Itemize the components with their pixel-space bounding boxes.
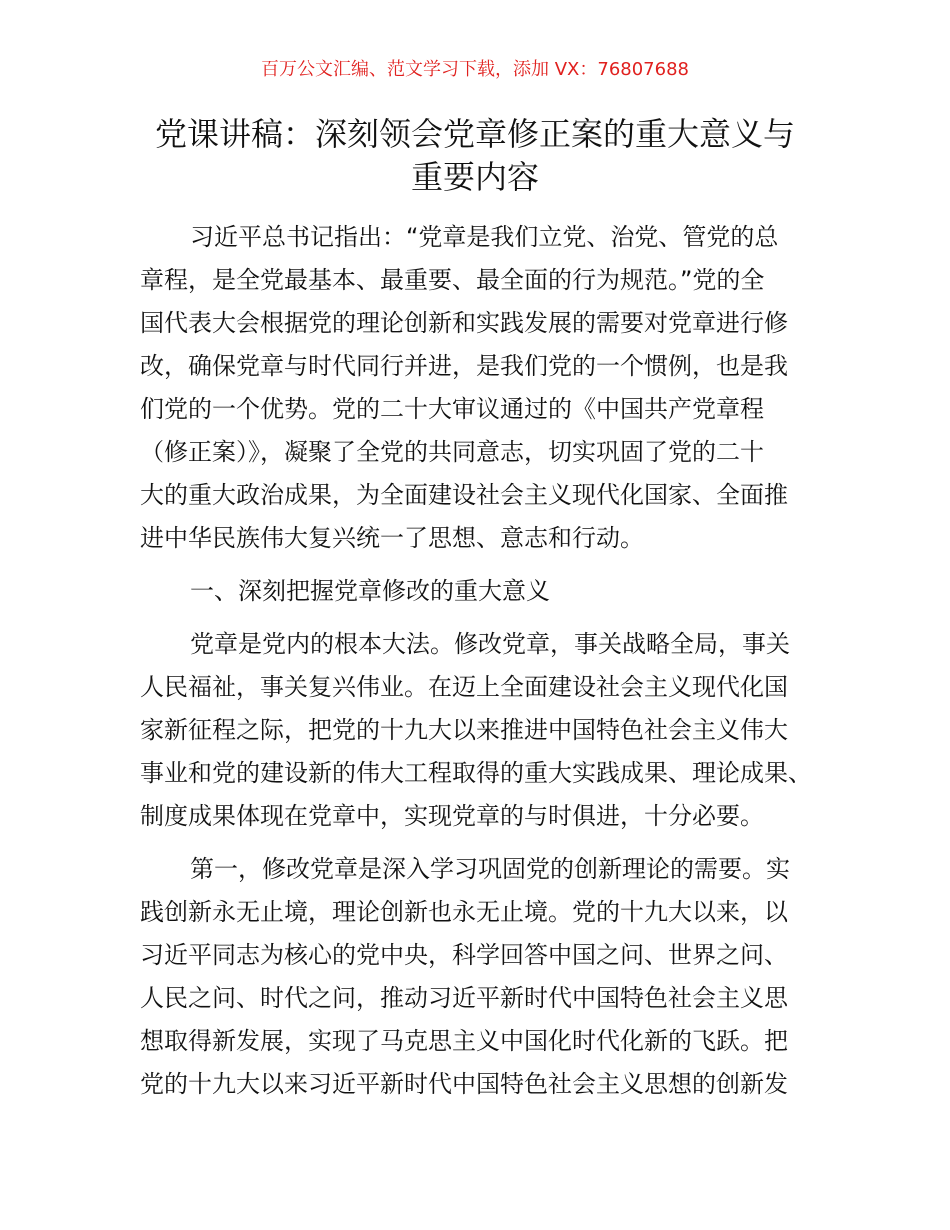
title-line: 党课讲稿：深刻领会党章修正案的重大意义与 (154, 115, 795, 153)
section-heading (140, 570, 840, 613)
text-line: 人民之问、时代之问，推动习近平新时代中国特色社会主义思 (140, 984, 788, 1012)
text-line: 章程，是全党最基本、最重要、最全面的行为规范。”党的全 (140, 266, 765, 294)
title-line: 重要内容 (410, 158, 539, 196)
watermark-header: 百万公文汇编、范文学习下载，添加 VX：76807688 (261, 59, 689, 80)
text-line: 家新征程之际，把党的十九大以来推进中国特色社会主义伟大 (140, 716, 788, 744)
text-line: 习近平总书记指出：“党章是我们立党、治党、管党的总 (190, 223, 779, 251)
paragraph (140, 216, 840, 560)
text-line: 事业和党的建设新的伟大工程取得的重大实践成果、理论成果、 (140, 759, 812, 787)
paragraph (140, 623, 840, 838)
text-line: 践创新永无止境，理论创新也永无止境。党的十九大以来，以 (140, 898, 788, 926)
text-line: 们党的一个优势。党的二十大审议通过的《中国共产党章程 (140, 395, 764, 423)
paragraph (140, 848, 840, 1106)
text-line: 改，确保党章与时代同行并进，是我们党的一个惯例，也是我 (140, 352, 788, 380)
text-line: 习近平同志为核心的党中央，科学回答中国之问、世界之问、 (140, 941, 788, 969)
document-body (140, 216, 840, 1116)
text-line: 制度成果体现在党章中，实现党章的与时俱进，十分必要。 (140, 802, 764, 830)
text-line: 国代表大会根据党的理论创新和实践发展的需要对党章进行修 (140, 309, 788, 337)
text-line: 一、深刻把握党章修改的重大意义 (190, 577, 550, 605)
document-title (0, 113, 950, 199)
text-line: 进中华民族伟大复兴统一了思想、意志和行动。 (140, 524, 644, 552)
text-line: 党的十九大以来习近平新时代中国特色社会主义思想的创新发 (140, 1070, 788, 1098)
text-line: 大的重大政治成果，为全面建设社会主义现代化国家、全面推 (140, 481, 788, 509)
text-line: 人民福祉，事关复兴伟业。在迈上全面建设社会主义现代化国 (140, 673, 788, 701)
text-line: 第一，修改党章是深入学习巩固党的创新理论的需要。实 (190, 855, 790, 883)
text-line: 党章是党内的根本大法。修改党章，事关战略全局，事关 (190, 630, 790, 658)
text-line: （修正案）》，凝聚了全党的共同意志，切实巩固了党的二十 (140, 438, 764, 466)
text-line: 想取得新发展，实现了马克思主义中国化时代化新的飞跃。把 (140, 1027, 788, 1055)
